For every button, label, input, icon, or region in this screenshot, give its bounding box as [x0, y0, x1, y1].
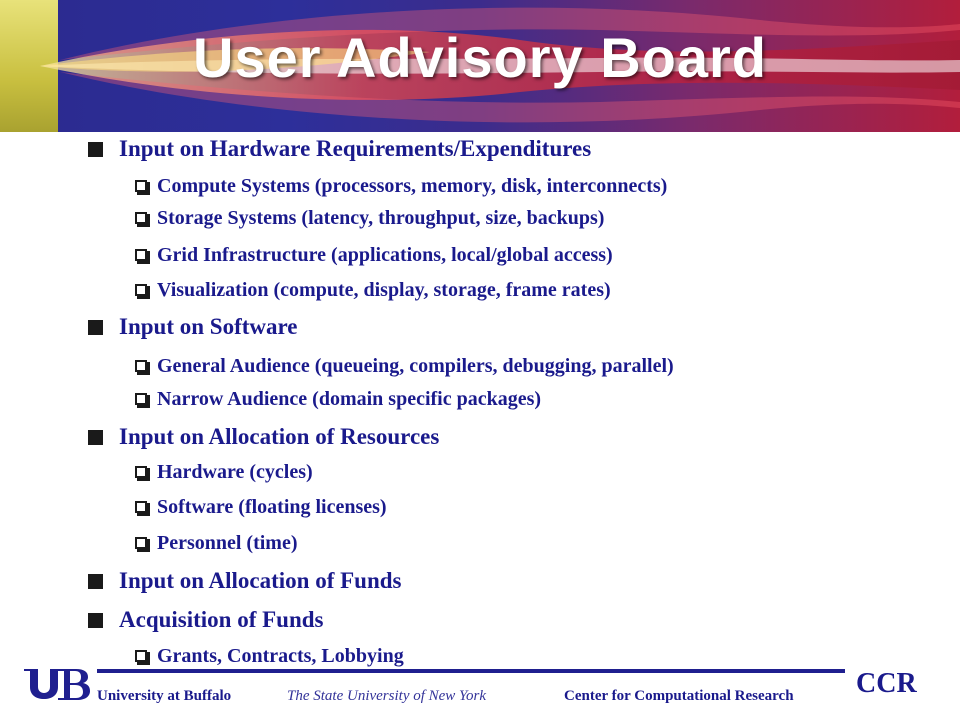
sub-bullet-item: [135, 203, 604, 233]
footer-rule: [97, 669, 845, 673]
bullet-text: Grid Infrastructure (applications, local/global access): [157, 243, 613, 266]
checkbox-bullet-icon: [135, 284, 147, 296]
square-bullet-icon: [88, 142, 103, 157]
bullet-item: [88, 134, 591, 164]
sub-bullet-item: [135, 641, 404, 671]
bullet-text: Input on Allocation of Funds: [119, 568, 402, 593]
bullet-item: [88, 422, 439, 452]
checkbox-bullet-icon: [135, 650, 147, 662]
sub-bullet-item: [135, 351, 674, 381]
bullet-text: Hardware (cycles): [157, 460, 313, 483]
bullet-text: Acquisition of Funds: [119, 607, 324, 632]
university-subtitle: The State University of New York: [287, 688, 487, 704]
bullet-text: Compute Systems (processors, memory, disk, interconnects): [157, 174, 668, 197]
checkbox-bullet-icon: [135, 249, 147, 261]
bullet-text: Narrow Audience (domain specific packages): [157, 387, 542, 410]
sub-bullet-item: [135, 384, 541, 414]
sub-bullet-item: [135, 528, 298, 558]
sub-bullet-item: [135, 275, 611, 305]
bullet-text: Input on Hardware Requirements/Expenditures: [119, 136, 592, 161]
checkbox-bullet-icon: [135, 393, 147, 405]
bullet-text: Storage Systems (latency, throughput, size, backups): [157, 206, 605, 229]
checkbox-bullet-icon: [135, 501, 147, 513]
bullet-text: Software (floating licenses): [157, 495, 387, 518]
checkbox-bullet-icon: [135, 212, 147, 224]
bullet-text: Input on Software: [119, 314, 298, 339]
checkbox-bullet-icon: [135, 360, 147, 372]
slide-title: User Advisory Board: [193, 26, 767, 89]
bullet-text: Grants, Contracts, Lobbying: [157, 644, 404, 667]
bullet-item: [88, 605, 324, 635]
checkbox-bullet-icon: [135, 180, 147, 192]
square-bullet-icon: [88, 574, 103, 589]
university-name: University at Buffalo: [97, 688, 232, 704]
square-bullet-icon: [88, 430, 103, 445]
checkbox-bullet-icon: [135, 537, 147, 549]
sub-bullet-item: [135, 240, 613, 270]
center-name: Center for Computational Research: [564, 688, 794, 704]
bullet-text: Visualization (compute, display, storage, frame rates): [157, 278, 611, 301]
ccr-label: CCR: [856, 668, 917, 699]
sub-bullet-item: [135, 457, 313, 487]
bullet-text: Input on Allocation of Resources: [119, 424, 440, 449]
sub-bullet-item: [135, 171, 667, 201]
square-bullet-icon: [88, 320, 103, 335]
ub-logo-icon: [22, 665, 92, 703]
bullet-item: [88, 566, 401, 596]
bullet-text: General Audience (queueing, compilers, debugging, parallel): [157, 354, 674, 377]
bullet-item: [88, 312, 298, 342]
square-bullet-icon: [88, 613, 103, 628]
bullet-text: Personnel (time): [157, 531, 298, 554]
sub-bullet-item: [135, 492, 387, 522]
checkbox-bullet-icon: [135, 466, 147, 478]
